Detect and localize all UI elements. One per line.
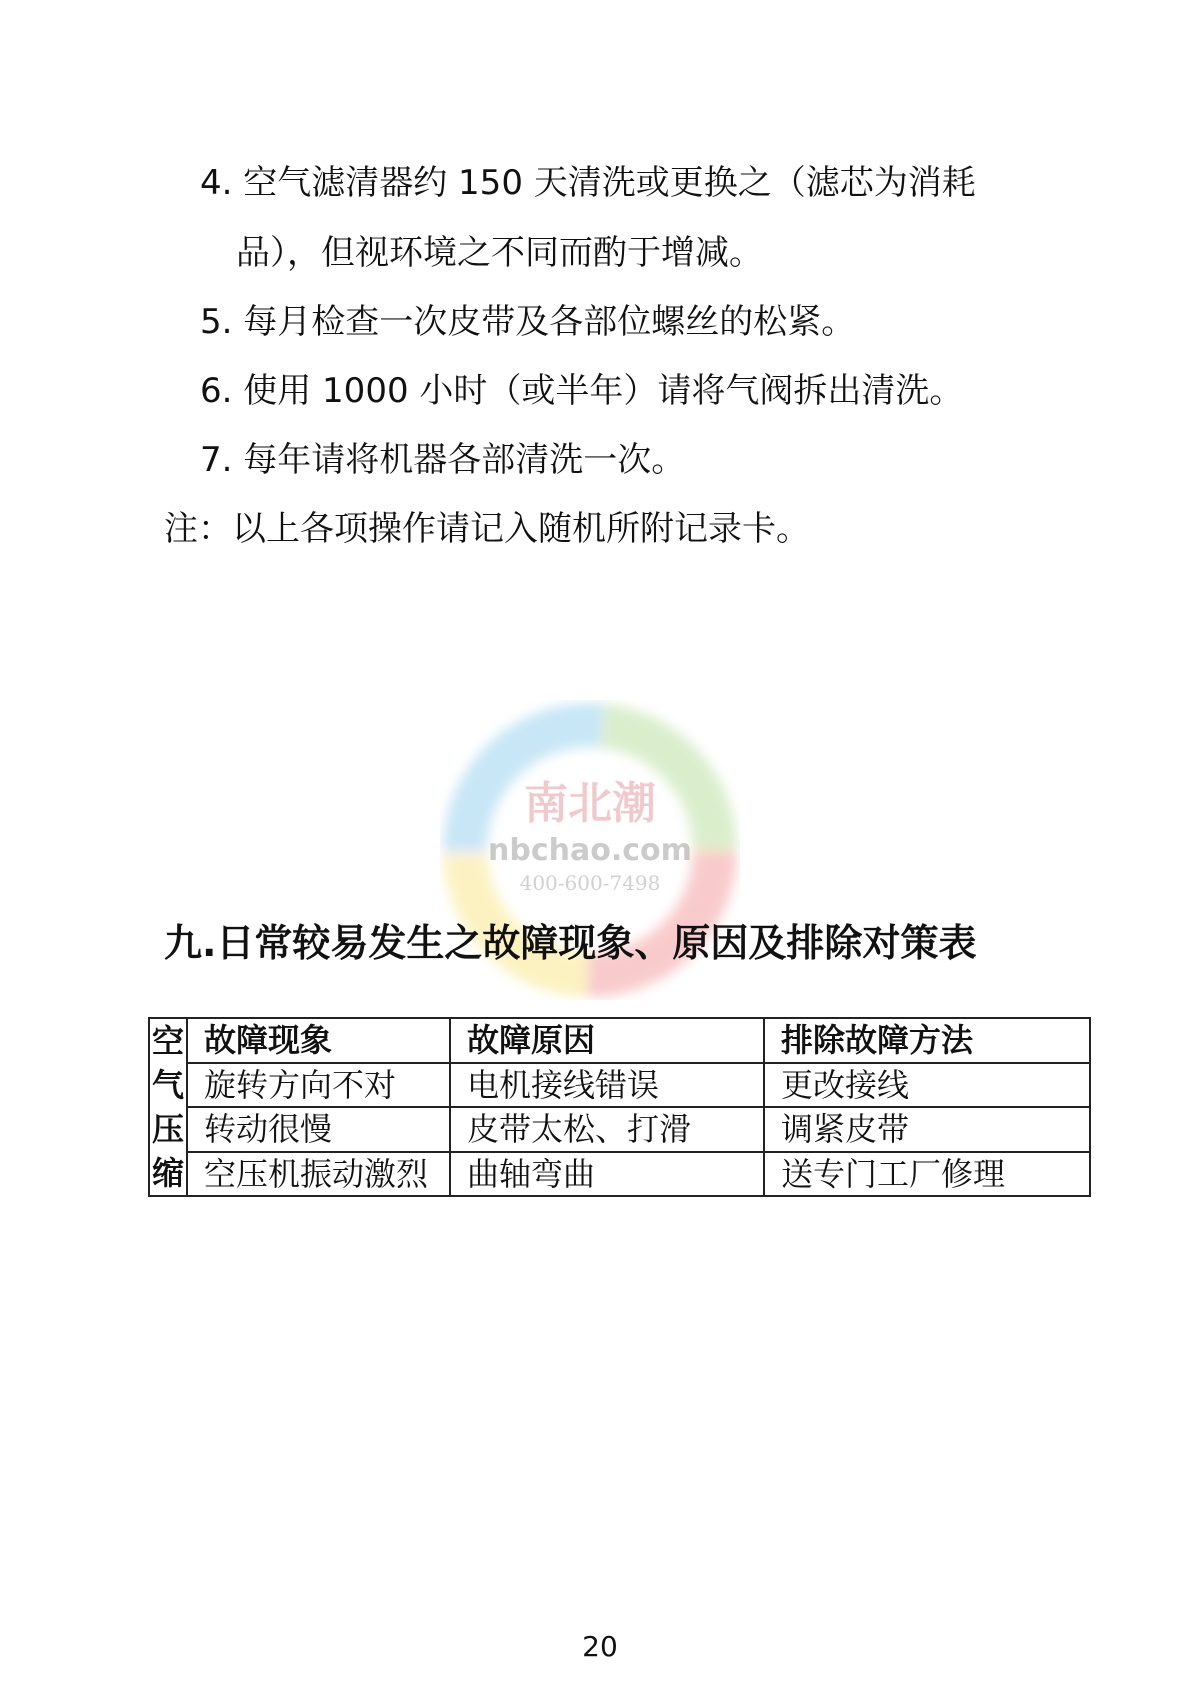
watermark-brand: 南北潮 bbox=[524, 778, 656, 829]
maintenance-item-4-cont: 品），但视环境之不同而酌于增减。 bbox=[236, 233, 763, 273]
maintenance-item-7: 7. 每年请将机器各部清洗一次。 bbox=[200, 440, 686, 480]
symptom-cell: 转动很慢 bbox=[187, 1107, 450, 1152]
maintenance-item-4: 4. 空气滤清器约 150 天清洗或更换之（滤芯为消耗 bbox=[200, 163, 976, 203]
symptom-cell: 空压机振动激烈 bbox=[187, 1152, 450, 1197]
table-header-row bbox=[149, 1018, 1090, 1063]
page-number: 20 bbox=[582, 1630, 618, 1663]
symptom-cell: 旋转方向不对 bbox=[187, 1063, 450, 1108]
maintenance-item-6: 6. 使用 1000 小时（或半年）请将气阀拆出清洗。 bbox=[200, 371, 964, 411]
solution-cell: 调紧皮带 bbox=[764, 1107, 1090, 1152]
fault-table bbox=[148, 1017, 1091, 1197]
category-cell: 空气压缩 bbox=[149, 1018, 187, 1196]
cause-cell: 电机接线错误 bbox=[450, 1063, 764, 1108]
maintenance-item-5: 5. 每月检查一次皮带及各部位螺丝的松紧。 bbox=[200, 302, 856, 342]
watermark-site: nbchao.com bbox=[488, 833, 692, 868]
header-solution: 排除故障方法 bbox=[764, 1018, 1090, 1063]
solution-cell: 送专门工厂修理 bbox=[764, 1152, 1090, 1197]
header-cause: 故障原因 bbox=[450, 1018, 764, 1063]
table-row bbox=[149, 1107, 1090, 1152]
maintenance-note: 注：以上各项操作请记入随机所附记录卡。 bbox=[164, 509, 810, 549]
table-row bbox=[149, 1152, 1090, 1197]
solution-cell: 更改接线 bbox=[764, 1063, 1090, 1108]
watermark-phone: 400-600-7498 bbox=[519, 871, 661, 895]
cause-cell: 曲轴弯曲 bbox=[450, 1152, 764, 1197]
cause-cell: 皮带太松、打滑 bbox=[450, 1107, 764, 1152]
table-row bbox=[149, 1063, 1090, 1108]
watermark-logo bbox=[390, 650, 790, 1050]
header-symptom: 故障现象 bbox=[187, 1018, 450, 1063]
section-heading: 九.日常较易发生之故障现象、原因及排除对策表 bbox=[164, 921, 977, 965]
